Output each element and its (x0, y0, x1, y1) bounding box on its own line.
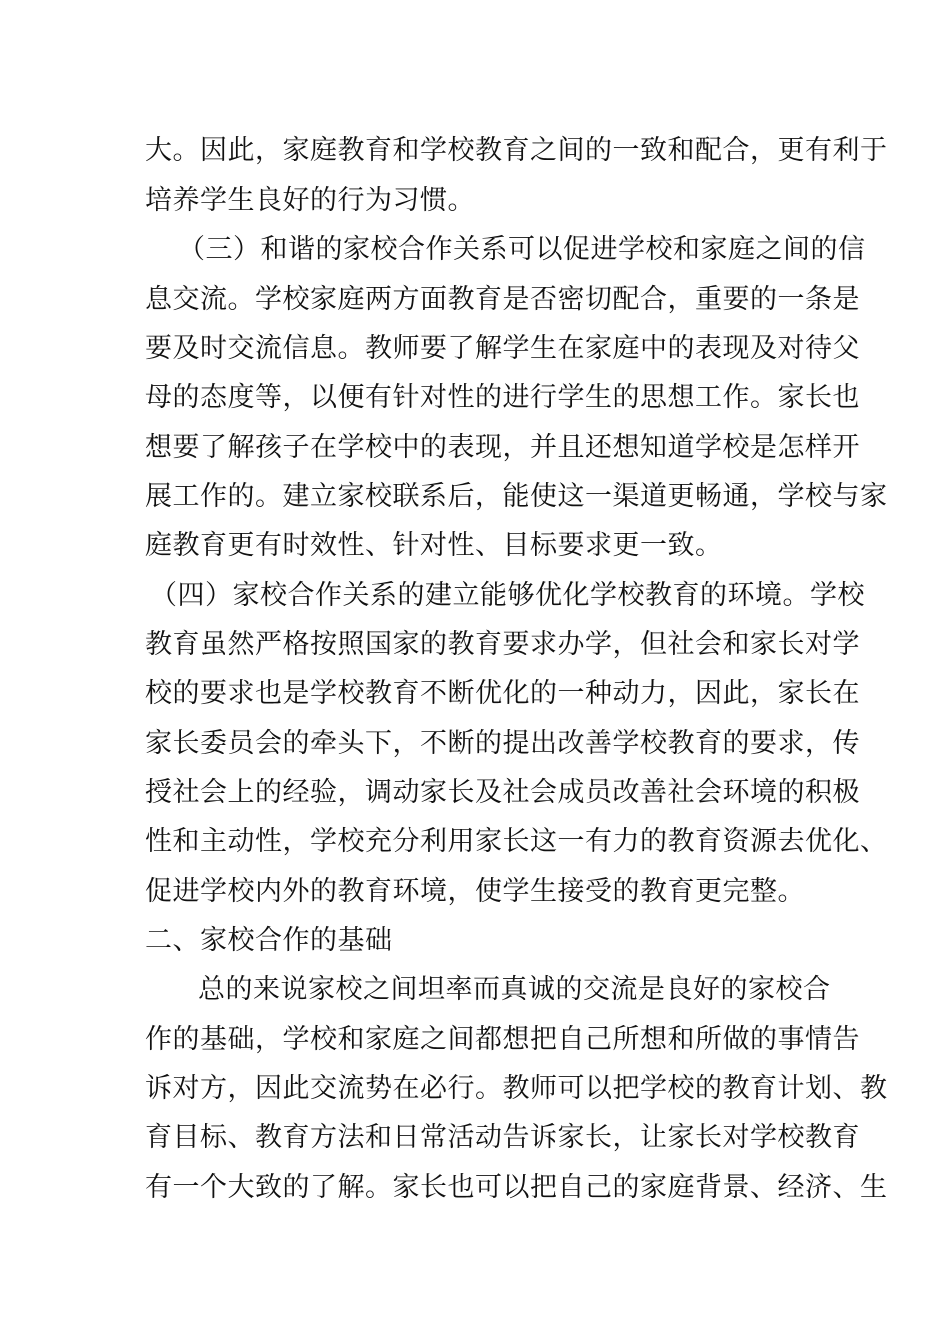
section-heading-2: 二、家校合作的基础 (145, 925, 393, 956)
text-line: 息交流。学校家庭两方面教育是否密切配合，重要的一条是 (145, 284, 860, 315)
text-line: 校的要求也是学校教育不断优化的一种动力，因此，家长在 (145, 678, 860, 709)
section-heading-3: （三）和谐的家校合作关系可以促进学校和家庭之间的信 (178, 234, 866, 265)
text-line: 诉对方，因此交流势在必行。教师可以把学校的教育计划、教 (145, 1073, 888, 1104)
text-line: 有一个大致的了解。家长也可以把自己的家庭背景、经济、生 (145, 1172, 888, 1203)
text-line: 教育虽然严格按照国家的教育要求办学，但社会和家长对学 (145, 629, 860, 660)
section-heading-4: （四）家校合作关系的建立能够优化学校教育的环境。学校 (150, 580, 865, 611)
text-line: 想要了解孩子在学校中的表现，并且还想知道学校是怎样开 (145, 432, 860, 463)
text-line: 授社会上的经验，调动家长及社会成员改善社会环境的积极 (145, 777, 860, 808)
text-line: 家长委员会的牵头下，不断的提出改善学校教育的要求，传 (145, 728, 860, 759)
text-line: 母的态度等，以便有针对性的进行学生的思想工作。家长也 (145, 382, 860, 413)
text-line: 展工作的。建立家校联系后，能使这一渠道更畅通，学校与家 (145, 481, 888, 512)
text-line: 要及时交流信息。教师要了解学生在家庭中的表现及对待父 (145, 333, 860, 364)
text-line: 性和主动性，学校充分利用家长这一有力的教育资源去优化、 (145, 826, 888, 857)
text-line: 总的来说家校之间坦率而真诚的交流是良好的家校合 (198, 974, 831, 1005)
text-line: 庭教育更有时效性、针对性、目标要求更一致。 (145, 530, 723, 561)
text-line: 促进学校内外的教育环境，使学生接受的教育更完整。 (145, 876, 805, 907)
text-line: 大。因此，家庭教育和学校教育之间的一致和配合，更有利于 (145, 135, 888, 166)
text-line: 作的基础，学校和家庭之间都想把自己所想和所做的事情告 (145, 1024, 860, 1055)
text-line: 培养学生良好的行为习惯。 (145, 185, 475, 216)
text-line: 育目标、教育方法和日常活动告诉家长，让家长对学校教育 (145, 1122, 860, 1153)
